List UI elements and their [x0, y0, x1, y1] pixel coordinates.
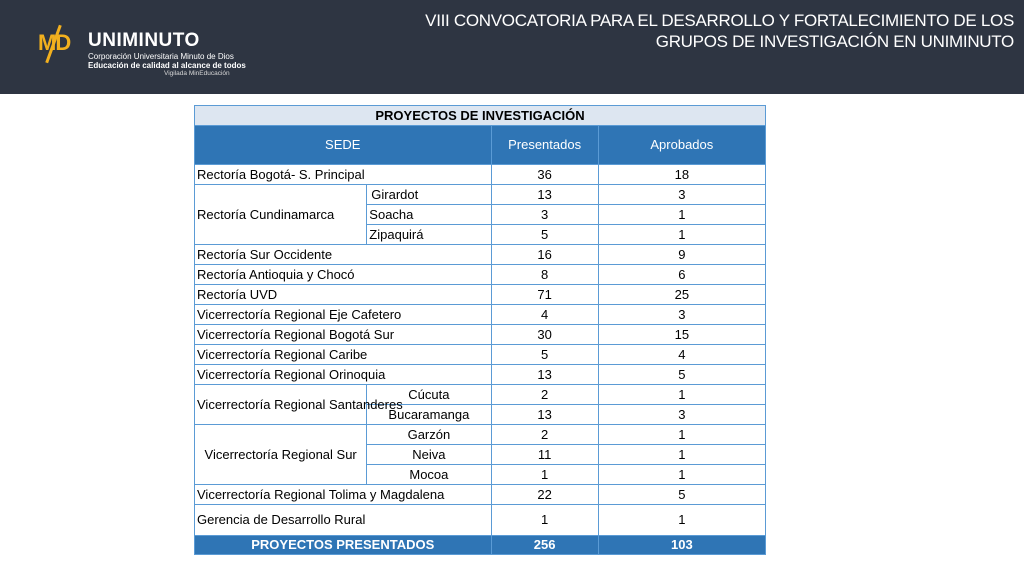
presentados-cell: 8: [491, 265, 598, 285]
title-line-1: VIII CONVOCATORIA PARA EL DESARROLLO Y FORTALECIMIENTO DE LOS: [425, 11, 1014, 30]
aprobados-cell: 5: [598, 485, 765, 505]
table-row: [195, 305, 766, 325]
total-aprobados: 103: [598, 536, 765, 555]
presentados-cell: 4: [491, 305, 598, 325]
aprobados-cell: 1: [598, 205, 765, 225]
presentados-cell: 13: [491, 405, 598, 425]
table-row: [195, 345, 766, 365]
aprobados-cell: 1: [598, 465, 765, 485]
sede-cell: Rectoría Cundinamarca: [195, 185, 367, 245]
aprobados-cell: 4: [598, 345, 765, 365]
sede-cell: Rectoría Bogotá- S. Principal: [195, 165, 492, 185]
sub-sede-cell: Girardot: [367, 185, 491, 205]
aprobados-cell: 1: [598, 425, 765, 445]
aprobados-cell: 9: [598, 245, 765, 265]
presentados-cell: 3: [491, 205, 598, 225]
presentados-cell: 36: [491, 165, 598, 185]
sede-cell: Vicerrectoría Regional Bogotá Sur: [195, 325, 492, 345]
sub-sede-cell: Mocoa: [367, 465, 491, 485]
table-row: [195, 285, 766, 305]
table-row: [195, 325, 766, 345]
sede-cell: Rectoría UVD: [195, 285, 492, 305]
projects-table: [194, 105, 766, 555]
total-row: [195, 536, 766, 555]
aprobados-cell: 1: [598, 385, 765, 405]
sede-cell: Vicerrectoría Regional Sur: [195, 425, 367, 485]
aprobados-cell: 25: [598, 285, 765, 305]
logo-tagline-2: Educación de calidad al alcance de todos: [88, 61, 246, 70]
page-title: [394, 10, 1014, 52]
header-bar: [0, 0, 1024, 94]
aprobados-cell: 6: [598, 265, 765, 285]
sede-cell: Gerencia de Desarrollo Rural: [195, 505, 492, 536]
sede-cell: Rectoría Sur Occidente: [195, 245, 492, 265]
sub-sede-cell: Bucaramanga: [367, 405, 491, 425]
table-row: [195, 365, 766, 385]
sede-cell: Vicerrectoría Regional Tolima y Magdalena: [195, 485, 492, 505]
aprobados-cell: 1: [598, 225, 765, 245]
sede-cell: Vicerrectoría Regional Eje Cafetero: [195, 305, 492, 325]
column-header-sede: SEDE: [195, 126, 492, 165]
presentados-cell: 1: [491, 465, 598, 485]
total-presentados: 256: [491, 536, 598, 555]
table-row: [195, 425, 766, 445]
aprobados-cell: 3: [598, 185, 765, 205]
table-row: [195, 385, 766, 405]
aprobados-cell: 1: [598, 445, 765, 465]
presentados-cell: 22: [491, 485, 598, 505]
presentados-cell: 5: [491, 225, 598, 245]
logo-tagline-1: Corporación Universitaria Minuto de Dios: [88, 52, 234, 61]
presentados-cell: 2: [491, 385, 598, 405]
logo-name: UNIMINUTO: [88, 30, 200, 51]
presentados-cell: 13: [491, 365, 598, 385]
sub-sede-cell: Soacha: [367, 205, 491, 225]
table-row: [195, 185, 766, 205]
presentados-cell: 71: [491, 285, 598, 305]
sede-cell: Vicerrectoría Regional Santanderes: [195, 385, 367, 425]
presentados-cell: 30: [491, 325, 598, 345]
aprobados-cell: 1: [598, 505, 765, 536]
aprobados-cell: 5: [598, 365, 765, 385]
sede-cell: Rectoría Antioquia y Chocó: [195, 265, 492, 285]
sub-sede-cell: Cúcuta: [367, 385, 491, 405]
total-label: PROYECTOS PRESENTADOS: [195, 536, 492, 555]
uniminuto-logo: [38, 24, 246, 80]
sub-sede-cell: Zipaquirá: [367, 225, 491, 245]
sub-sede-cell: Neiva: [367, 445, 491, 465]
table-row: [195, 245, 766, 265]
aprobados-cell: 3: [598, 305, 765, 325]
presentados-cell: 11: [491, 445, 598, 465]
presentados-cell: 2: [491, 425, 598, 445]
table-row: [195, 165, 766, 185]
sub-sede-cell: Garzón: [367, 425, 491, 445]
presentados-cell: 13: [491, 185, 598, 205]
table-row: [195, 505, 766, 536]
table-row: [195, 485, 766, 505]
aprobados-cell: 18: [598, 165, 765, 185]
table-caption: PROYECTOS DE INVESTIGACIÓN: [195, 106, 766, 126]
aprobados-cell: 3: [598, 405, 765, 425]
column-header-presentados: Presentados: [491, 126, 598, 165]
logo-mark: MD: [38, 30, 71, 55]
presentados-cell: 16: [491, 245, 598, 265]
title-line-2: GRUPOS DE INVESTIGACIÓN EN UNIMINUTO: [655, 32, 1014, 51]
presentados-cell: 5: [491, 345, 598, 365]
logo-tagline-3: Vigilada MinEducación: [164, 70, 230, 77]
table-row: [195, 265, 766, 285]
sede-cell: Vicerrectoría Regional Caribe: [195, 345, 492, 365]
sede-cell: Vicerrectoría Regional Orinoquia: [195, 365, 492, 385]
presentados-cell: 1: [491, 505, 598, 536]
aprobados-cell: 15: [598, 325, 765, 345]
column-header-aprobados: Aprobados: [598, 126, 765, 165]
